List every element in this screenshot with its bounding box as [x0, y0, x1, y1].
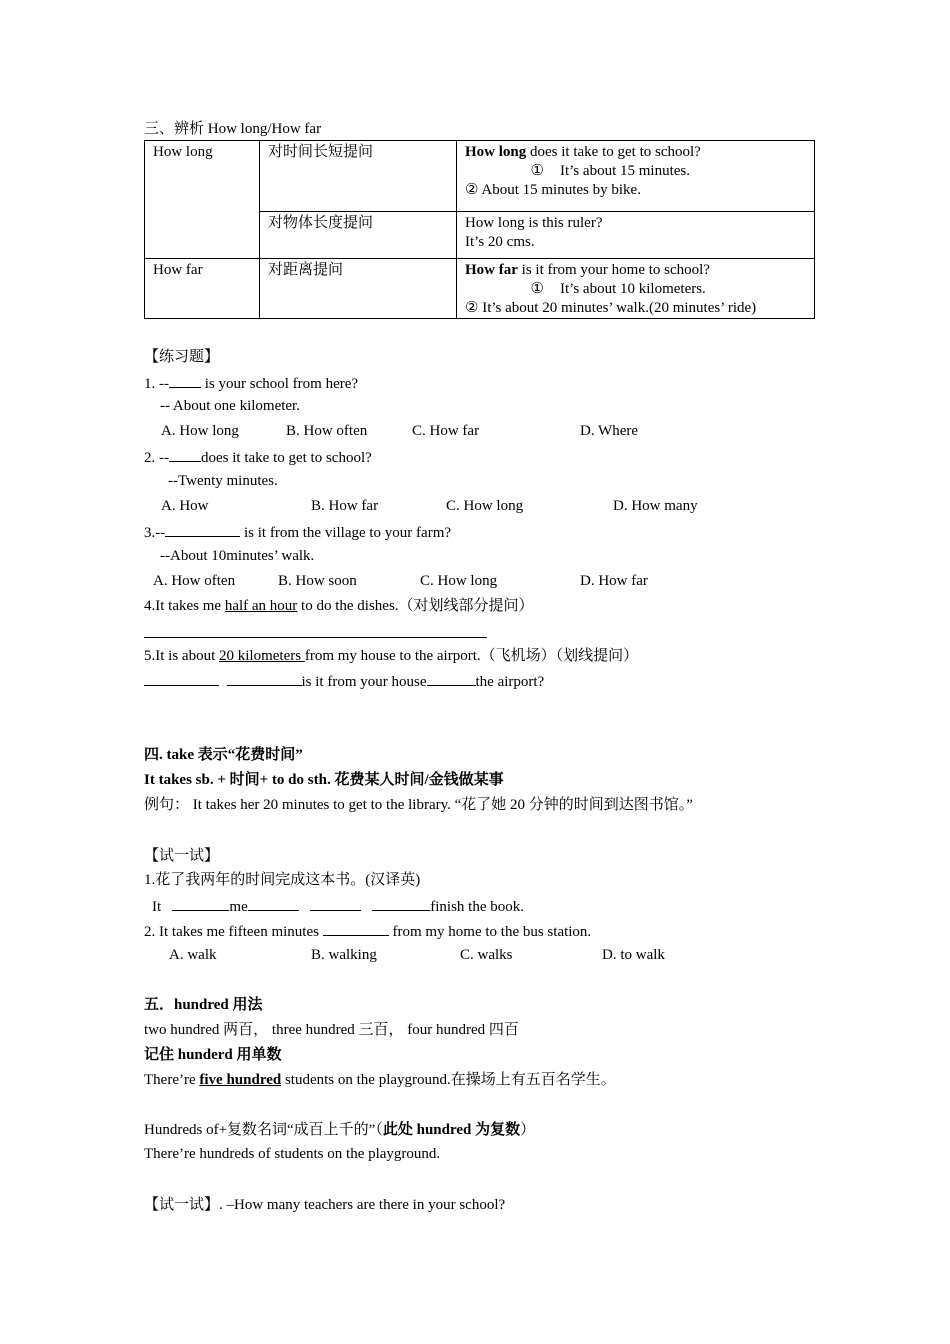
table-row [145, 259, 815, 319]
rule2-end: ） [520, 1122, 536, 1138]
q5-prefix: 5.It is about [144, 648, 219, 664]
q2-option-a[interactable]: A. How [161, 498, 209, 514]
answer-1: It’s about 10 kilometers. [560, 281, 706, 297]
section-5-title: 五．hundred 用法 [144, 997, 263, 1013]
example-cell [457, 259, 815, 319]
answer-blank[interactable] [165, 522, 240, 537]
section-4-title: 四. take 表示“花费时间” [144, 747, 303, 763]
hundreds-of-rule [144, 1121, 535, 1139]
question-4 [144, 597, 534, 615]
usage-cell: 对距离提问 [260, 259, 457, 319]
q1-answer: -- About one kilometer. [160, 398, 300, 414]
q1-option-c[interactable]: C. How far [412, 423, 480, 439]
underlined-phrase: 20 kilometers [219, 648, 305, 664]
example-line-2: It’s 20 cms. [465, 234, 535, 250]
t2-end: from my home to the bus station. [388, 924, 592, 940]
circled-one: ① [530, 281, 544, 297]
answer-2: ② It’s about 20 minutes’ walk.(20 minutes’ ride) [465, 300, 757, 316]
underlined-phrase: half an hour [224, 598, 298, 614]
table-row [145, 141, 815, 212]
answer-blank[interactable] [310, 896, 361, 911]
underlined-phrase: five hundred [199, 1072, 282, 1088]
answer-blank[interactable] [372, 896, 430, 911]
q3-answer: --About 10minutes’ walk. [160, 548, 315, 564]
practice-header: 【练习题】 [144, 349, 220, 365]
q2-option-c[interactable]: C. How long [446, 498, 524, 514]
q3-option-a[interactable]: A. How often [153, 573, 236, 589]
try-1-answer [152, 896, 524, 916]
hundred-sentence-2: There’re hundreds of students on the playground. [144, 1146, 441, 1162]
question-3 [144, 522, 451, 542]
t1-me: me [229, 899, 248, 915]
try-header: 【试一试】 [144, 848, 220, 864]
term-cell: How far [145, 259, 260, 319]
try-3: 【试一试】. –How many teachers are there in your school? [144, 1197, 506, 1213]
hundred-rule-singular: 记住 hunderd 用单数 [144, 1047, 282, 1063]
try-2 [144, 921, 591, 941]
q1-prefix: 1. -- [144, 376, 169, 392]
q2-text: does it take to get to school? [201, 450, 372, 466]
q5-answer-line [144, 671, 544, 691]
section-4-example: 例句： It takes her 20 minutes to get to the library. “花了她 20 分钟的时间到达图书馆。” [144, 797, 693, 813]
q2-prefix: 2. -- [144, 450, 169, 466]
t2-option-b[interactable]: B. walking [311, 947, 377, 963]
t1-it: It [152, 899, 165, 915]
answer-blank[interactable] [144, 671, 219, 686]
rule2-start: Hundreds of+复数名词“成百上千的”（ [144, 1122, 383, 1138]
t2-option-d[interactable]: D. to walk [602, 947, 665, 963]
answer-blank[interactable] [169, 373, 201, 388]
answer-1: It’s about 15 minutes. [560, 163, 690, 179]
q5-line2-end: the airport? [475, 674, 545, 690]
t2-text: 2. It takes me fifteen minutes [144, 924, 323, 940]
how-long-how-far-table [144, 140, 815, 319]
q2-answer: --Twenty minutes. [168, 473, 278, 489]
answer-2: ② About 15 minutes by bike. [465, 182, 641, 198]
question-2 [144, 447, 372, 467]
example-cell [457, 141, 815, 212]
answer-blank[interactable] [169, 447, 201, 462]
circled-one: ① [530, 163, 544, 179]
q1-option-b[interactable]: B. How often [286, 423, 368, 439]
q3-text: is it from the village to your farm? [240, 525, 452, 541]
q2-option-b[interactable]: B. How far [311, 498, 379, 514]
answer-blank[interactable] [323, 921, 389, 936]
q3-option-d[interactable]: D. How far [580, 573, 648, 589]
usage-cell: 对时间长短提问 [260, 141, 457, 212]
example-line-1: How long is this ruler? [465, 215, 603, 231]
example-cell [457, 212, 815, 259]
question-word: How far [465, 262, 518, 278]
usage-cell: 对物体长度提问 [260, 212, 457, 259]
s1-end: students on the playground.在操场上有五百名学生。 [281, 1072, 616, 1088]
t2-option-a[interactable]: A. walk [169, 947, 217, 963]
section-4-rule: It takes sb. + 时间+ to do sth. 花费某人时间/金钱做某事 [144, 772, 504, 788]
q1-text: is your school from here? [201, 376, 359, 392]
q2-option-d[interactable]: D. How many [613, 498, 698, 514]
t1-end: finish the book. [430, 899, 524, 915]
q3-option-b[interactable]: B. How soon [278, 573, 357, 589]
q4-text: to do the dishes.（对划线部分提问） [297, 598, 534, 614]
term-cell: How long [145, 141, 260, 259]
t2-option-c[interactable]: C. walks [460, 947, 513, 963]
question-word: How long [465, 144, 527, 160]
question-1 [144, 373, 358, 393]
hundred-sentence-1 [144, 1071, 616, 1089]
q1-option-a[interactable]: A. How long [161, 423, 239, 439]
rule2-bold: 此处 hundred 为复数 [382, 1122, 521, 1138]
hundred-examples: two hundred 两百， three hundred 三百， four hundred 四百 [144, 1022, 519, 1038]
question-5 [144, 647, 638, 665]
answer-blank[interactable] [427, 671, 476, 686]
q3-prefix: 3.-- [144, 525, 166, 541]
section-3-title: 三、辨析 How long/How far [144, 121, 322, 137]
q3-option-c[interactable]: C. How long [420, 573, 498, 589]
q4-prefix: 4.It takes me [144, 598, 225, 614]
question-rest: is it from your home to school? [517, 262, 710, 278]
answer-line[interactable] [144, 637, 487, 638]
question-rest: does it take to get to school? [526, 144, 701, 160]
answer-blank[interactable] [227, 671, 302, 686]
q5-line2-text: is it from your house [301, 674, 427, 690]
s1-start: There’re [144, 1072, 200, 1088]
q1-option-d[interactable]: D. Where [580, 423, 639, 439]
try-1: 1.花了我两年的时间完成这本书。(汉译英) [144, 872, 421, 888]
answer-blank[interactable] [172, 896, 229, 911]
answer-blank[interactable] [248, 896, 299, 911]
q5-text: from my house to the airport.（飞机场）（划线提问） [304, 648, 639, 664]
